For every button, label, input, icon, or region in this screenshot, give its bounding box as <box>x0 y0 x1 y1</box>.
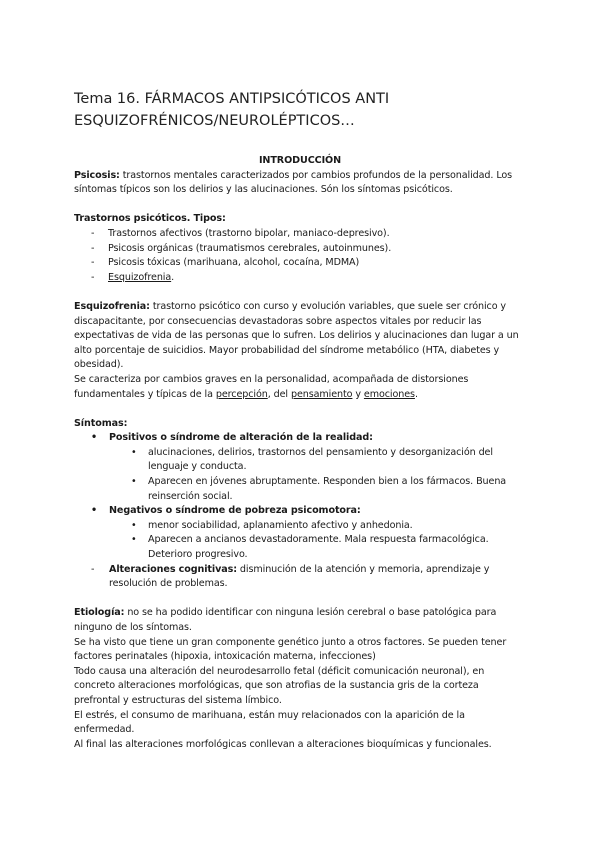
list-item: • Aparecen a ancianos devastadoramente. Mala respuesta farmacológica. Deterioro progresivo. <box>129 533 526 562</box>
emociones-link[interactable]: emociones <box>363 388 415 400</box>
esquizofrenia-link[interactable]: Esquizofrenia <box>108 271 172 283</box>
positivos-item <box>74 431 526 504</box>
etiologia-final: Al final las alteraciones morfológicas conllevan a alteraciones bioquímicas y funcionales. <box>74 738 492 750</box>
list-item: • Aparecen en jóvenes abruptamente. Responden bien a los fármacos. Buena reinserción social. <box>129 475 526 504</box>
intro-heading: INTRODUCCIÓN <box>258 155 342 166</box>
esquizofrenia-caracteriza: Se caracteriza por cambios graves en la personalidad, acompañada de distorsiones fundamentales y típicas de la percepción, del pensamiento y emociones. <box>74 373 469 400</box>
sintomas-list <box>74 431 526 592</box>
positivos-sublist <box>129 446 526 504</box>
list-item: - Trastornos afectivos (trastorno bipolar, maniaco-depresivo). <box>74 227 526 242</box>
esquizofrenia-paragraph: Esquizofrenia: trastorno psicótico con curso y evolución variables, que suele ser crónico y discapacitante, por consecuencias devastadoras sobre aspectos vitales por reducir las expectativas de vida de las personas que lo sufren. Los delirios y alucinaciones dan lugar a un alto porcentaje de suicidios. Mayor probabilidad del síndrome metabólico (HTA, diabetes y obesidad). <box>74 300 519 371</box>
etiologia-estres: El estrés, el consumo de marihuana, están muy relacionados con la aparición de la enfermedad. <box>74 709 465 736</box>
pensamiento-link[interactable]: pensamiento <box>290 388 353 400</box>
positivos-label: Positivos o síndrome de alteración de la realidad: <box>109 432 373 444</box>
psicosis-paragraph <box>74 169 526 198</box>
list-item: - Psicosis orgánicas (traumatismos cerebrales, autoinmunes). <box>74 242 526 257</box>
cognitivas-item: - Alteraciones cognitivas: disminución de la atención y memoria, aprendizaje y resolución de problemas. <box>91 563 490 590</box>
trastornos-list <box>74 227 526 285</box>
bullet-marker: • <box>91 505 98 517</box>
negativos-sublist <box>129 519 526 563</box>
etiologia-label: Etiología: <box>74 607 125 619</box>
bullet-marker: • <box>91 432 98 444</box>
dash-marker: - <box>91 563 95 575</box>
document-body <box>74 154 526 752</box>
list-item: • alucinaciones, delirios, trastornos del pensamiento y desorganización del lenguaje y conducta. <box>129 446 526 475</box>
cognitivas-label: Alteraciones cognitivas: <box>109 563 237 575</box>
list-item: - Esquizofrenia. <box>74 271 526 286</box>
etiologia-paragraph: Etiología: no se ha podido identificar con ninguna lesión cerebral o base patológica para ninguno de los síntomas. <box>74 607 497 633</box>
psicosis-label: Psicosis: <box>74 169 120 181</box>
psicosis-text: trastornos mentales caracterizados por cambios profundos de la personalidad. Los síntomas típicos son los delirios y las alucinaciones. Són los síntomas psicóticos. <box>74 169 513 196</box>
list-item: - Psicosis tóxicas (marihuana, alcohol, cocaína, MDMA) <box>74 256 526 271</box>
negativos-label: Negativos o síndrome de pobreza psicomotora: <box>109 505 361 517</box>
trastornos-heading: Trastornos psicóticos. Tipos: <box>74 213 226 225</box>
percepcion-link[interactable]: percepción <box>215 388 268 400</box>
sintomas-heading: Síntomas: <box>74 417 128 429</box>
etiologia-neurodesarrollo: Todo causa una alteración del neurodesarrollo fetal (déficit comunicación neuronal), en concreto alteraciones morfológicas, que son atrofias de la sustancia gris de la corteza prefrontal y estructuras del sistema límbico. <box>74 665 485 706</box>
etiologia-genetico: Se ha visto que tiene un gran componente genético junto a otros factores. Se pueden tener factores perinatales (hipoxia, intoxicación materna, infecciones) <box>74 636 507 663</box>
negativos-item <box>74 504 526 562</box>
esquizofrenia-label: Esquizofrenia: <box>74 300 150 312</box>
list-item: • menor sociabilidad, aplanamiento afectivo y anhedonia. <box>129 519 526 534</box>
document-title: Tema 16. FÁRMACOS ANTIPSICÓTICOS ANTI ESQUIZOFRÉNICOS/NEUROLÉPTICOS… <box>74 91 390 129</box>
